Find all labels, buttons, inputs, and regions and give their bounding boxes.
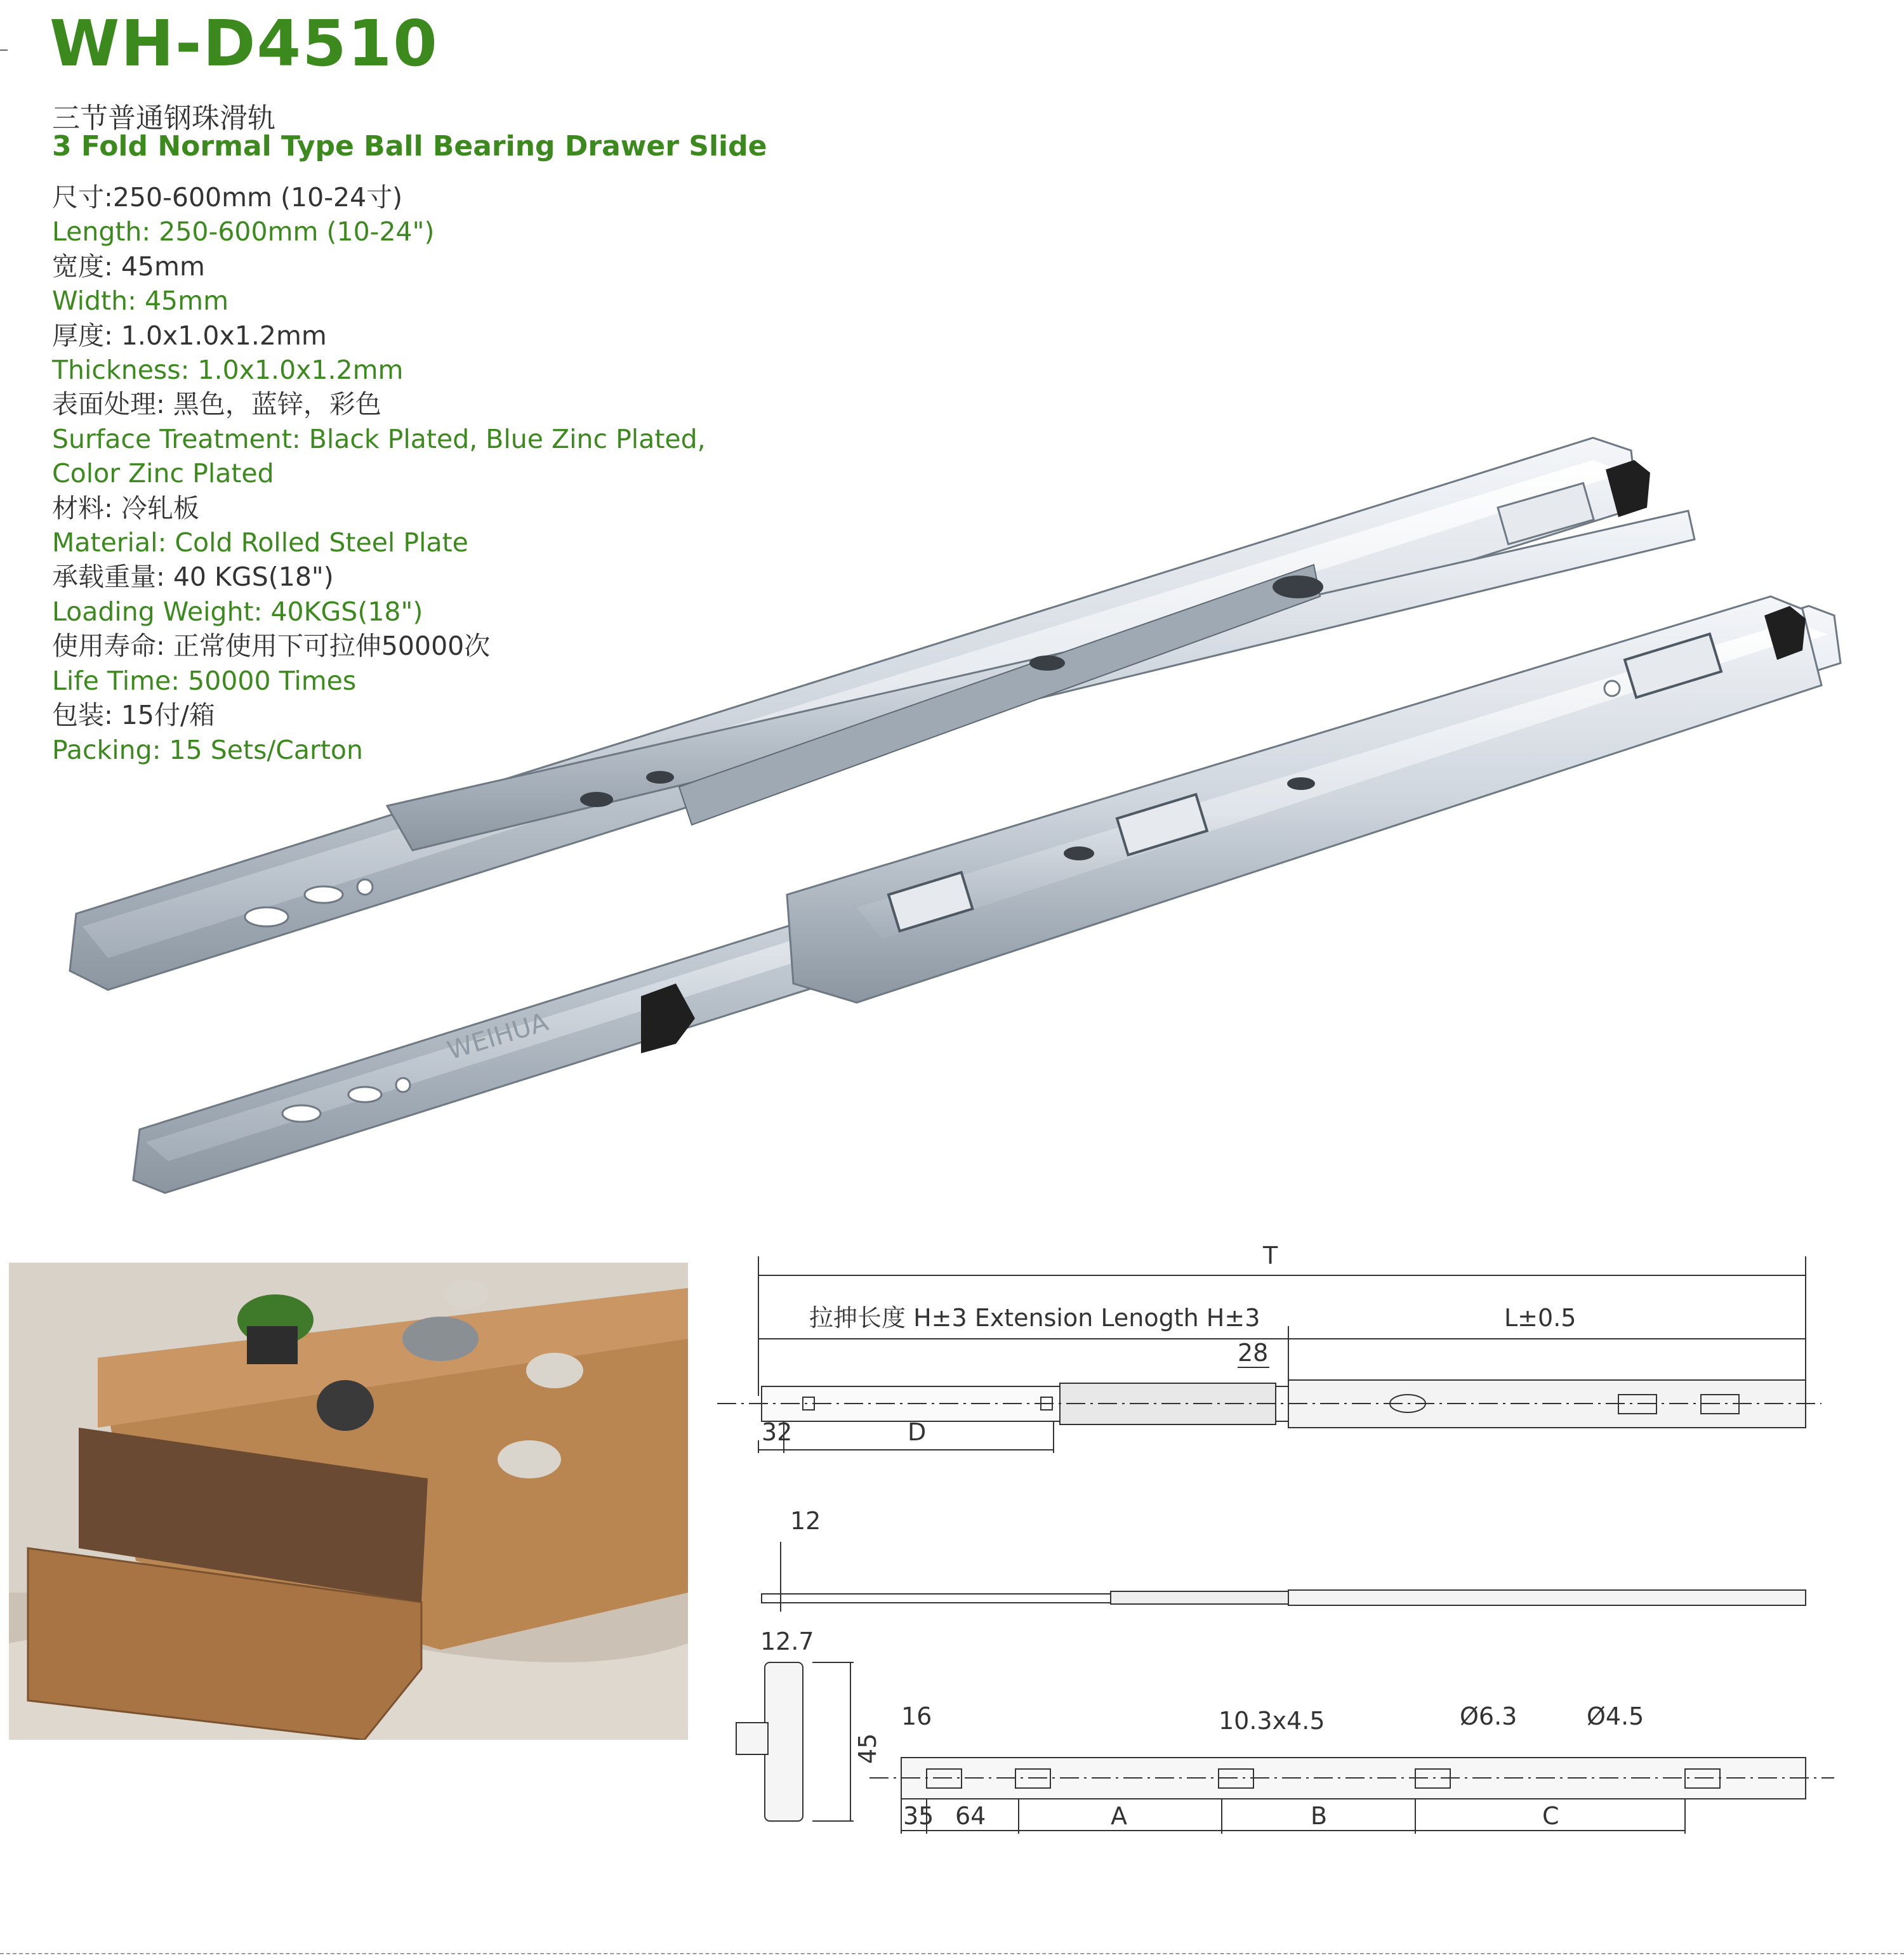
spec-load-cn: 承载重量: 40 KGS(18") (52, 562, 334, 593)
dim-12-7: 12.7 (760, 1628, 814, 1655)
spec-load-en: Loading Weight: 40KGS(18") (52, 596, 423, 627)
product-title-en: 3 Fold Normal Type Ball Bearing Drawer Slide (52, 130, 767, 162)
spec-packing-en: Packing: 15 Sets/Carton (52, 734, 363, 765)
dim-32: 32 (762, 1418, 793, 1446)
spec-width-cn: 宽度: 45mm (52, 251, 205, 282)
model-number: WH-D4510 (50, 6, 439, 81)
dim-A: A (1111, 1802, 1127, 1830)
spec-surface-en: Surface Treatment: Black Plated, Blue Zinc Plated, (52, 423, 706, 454)
spec-material-cn: 材料: 冷轧板 (52, 492, 199, 523)
brand-mark: WEIHUA (444, 1007, 552, 1066)
spec-packing-cn: 包装: 15付/箱 (52, 700, 215, 731)
product-title-cn: 三节普通钢珠滑轨 (52, 102, 275, 135)
dim-total: T (1263, 1242, 1278, 1270)
spec-surface-en-cont: Color Zinc Plated (52, 458, 274, 489)
spec-surface-cn: 表面处理: 黑色，蓝锌，彩色 (52, 389, 381, 420)
application-photo (9, 1263, 688, 1740)
spec-length-en: Length: 250-600mm (10-24") (52, 216, 435, 247)
spec-width-en: Width: 45mm (52, 286, 229, 317)
dim-D: D (908, 1418, 927, 1446)
dim-35: 35 (903, 1802, 934, 1830)
dim-slot: 10.3x4.5 (1219, 1707, 1325, 1735)
dim-C: C (1542, 1802, 1559, 1830)
dim-hole-6-3: Ø6.3 (1460, 1702, 1517, 1730)
dim-16: 16 (901, 1702, 932, 1730)
dim-64: 64 (955, 1802, 986, 1830)
dim-B: B (1311, 1802, 1328, 1830)
drawer-slide-illustration (57, 412, 1872, 1225)
dimension-drawing (717, 1231, 1891, 1942)
crop-mark (0, 49, 8, 51)
dim-length: L±0.5 (1504, 1304, 1577, 1332)
dim-45: 45 (854, 1733, 882, 1764)
spec-thickness-cn: 厚度: 1.0x1.0x1.2mm (52, 320, 327, 351)
dim-28: 28 (1238, 1339, 1269, 1367)
spec-length-cn: 尺寸:250-600mm (10-24寸) (52, 182, 403, 213)
dim-hole-4-5: Ø4.5 (1587, 1702, 1644, 1730)
bottom-dashed-divider (0, 1953, 1904, 1954)
spec-material-en: Material: Cold Rolled Steel Plate (52, 527, 468, 558)
dim-12: 12 (790, 1507, 821, 1535)
spec-thickness-en: Thickness: 1.0x1.0x1.2mm (52, 355, 404, 386)
spec-life-en: Life Time: 50000 Times (52, 665, 357, 696)
dim-extension: 拉抻长度 H±3 Extension Lenogth H±3 (809, 1304, 1260, 1332)
spec-life-cn: 使用寿命: 正常使用下可拉伸50000次 (52, 631, 491, 662)
